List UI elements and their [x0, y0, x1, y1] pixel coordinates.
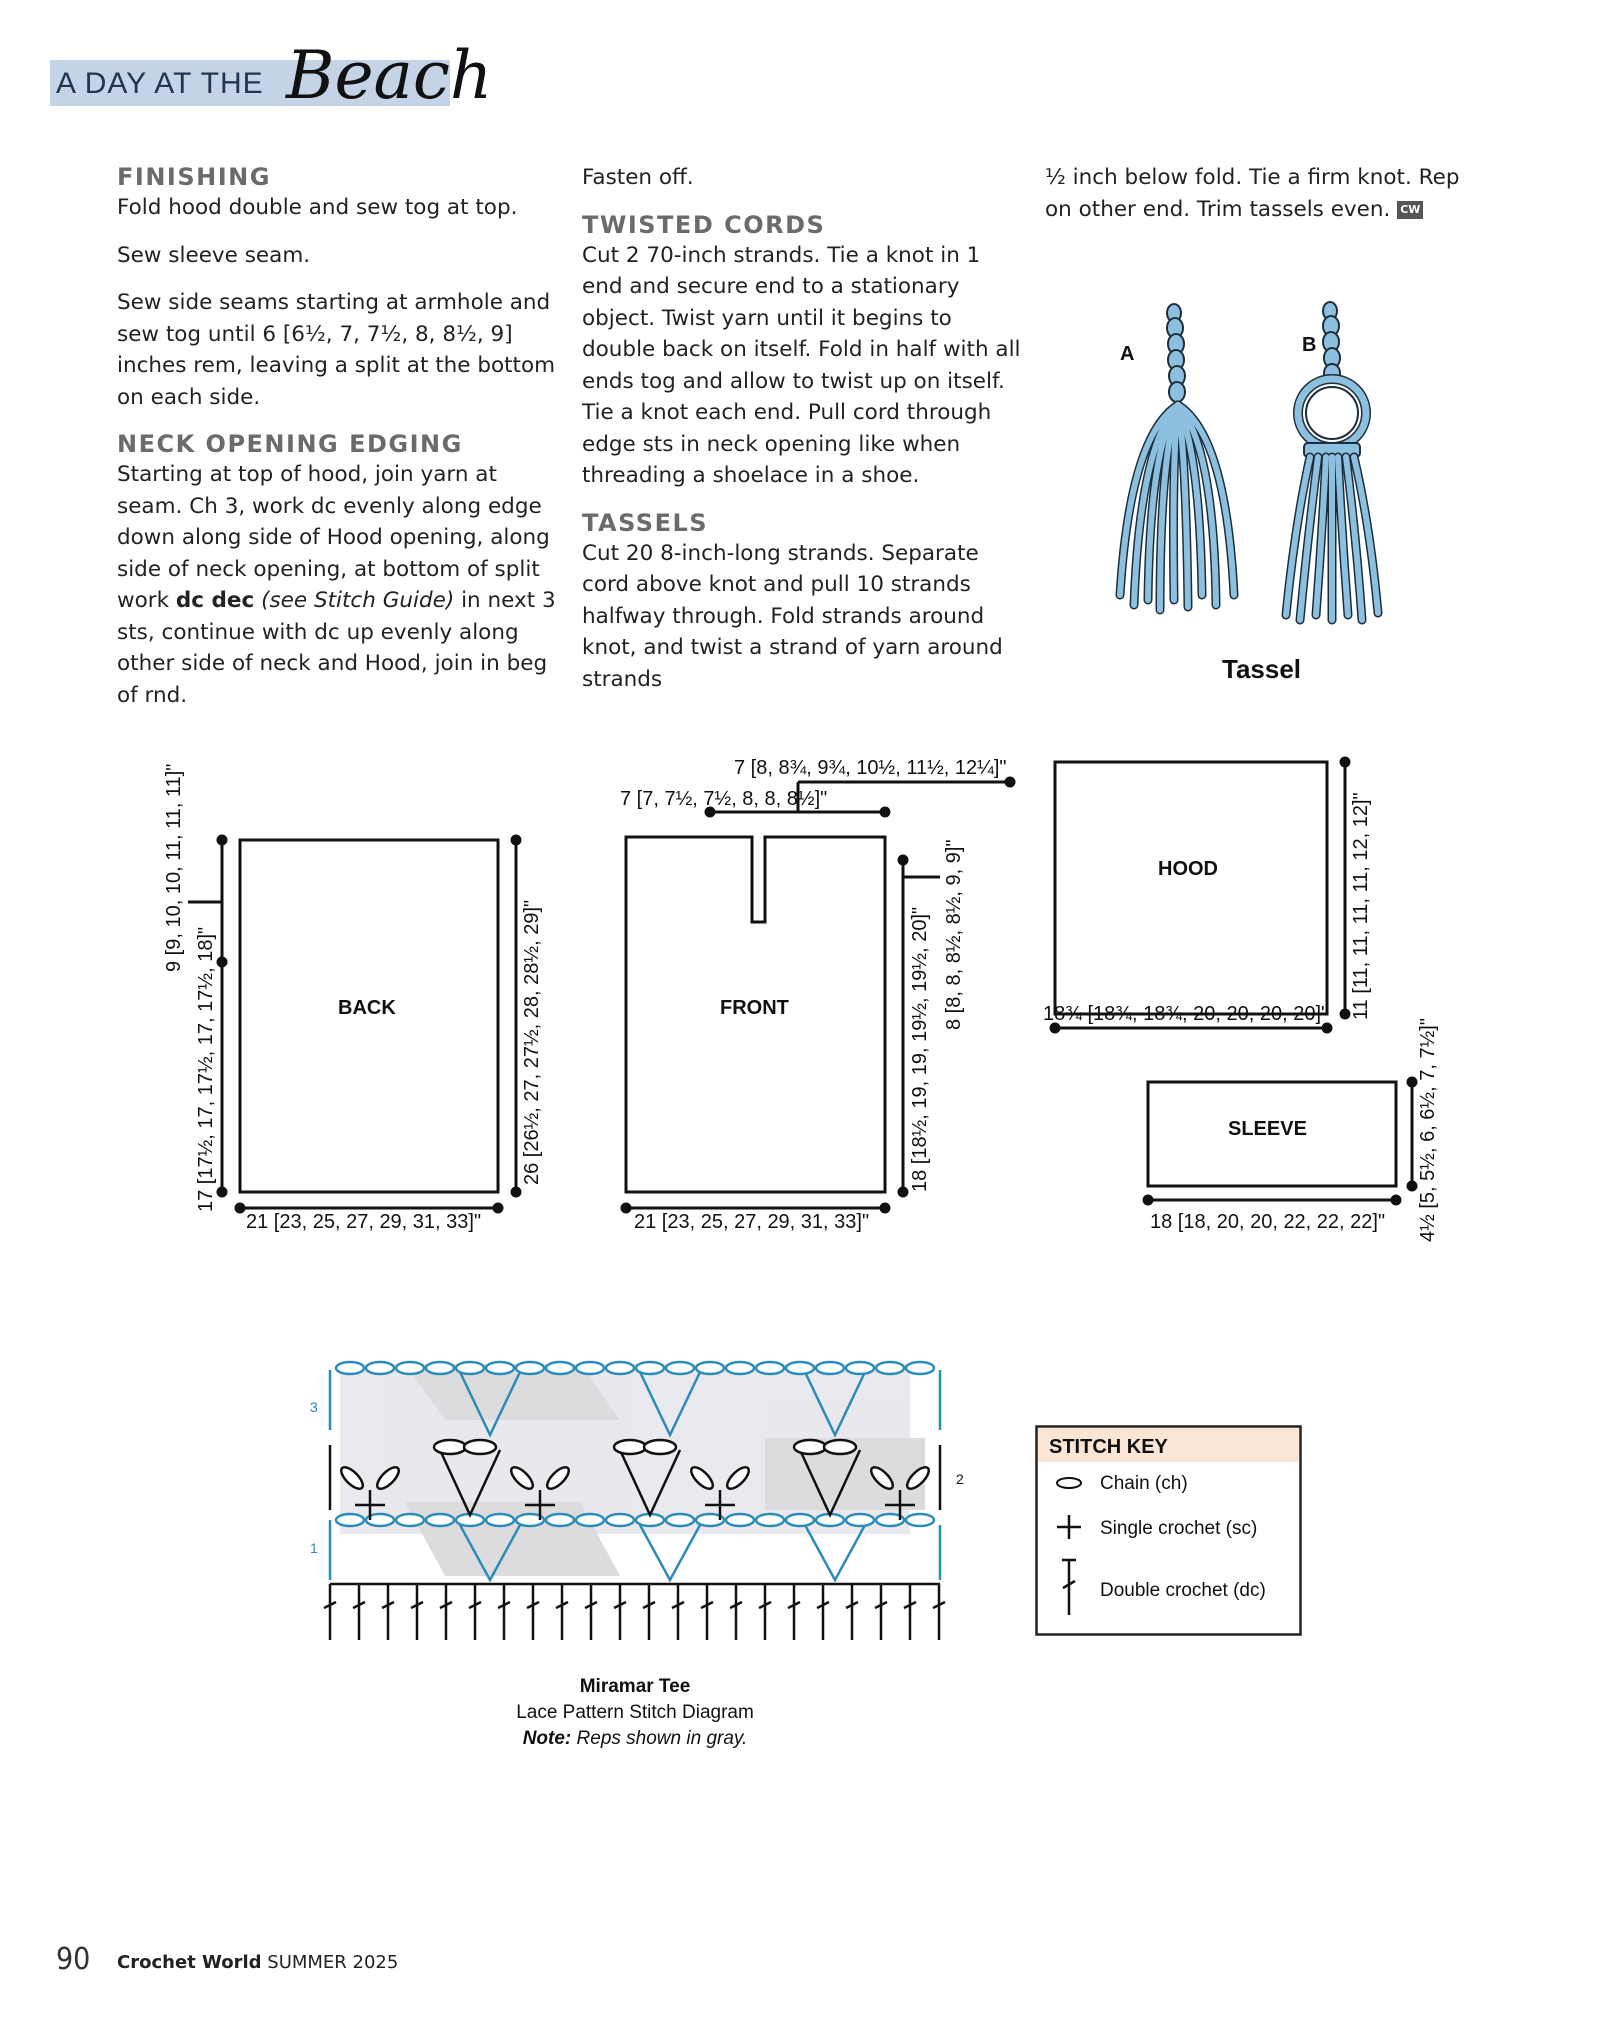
finishing-paragraph-2: Sew sleeve seam. — [117, 242, 311, 268]
header-prefix: A DAY AT THE — [56, 67, 264, 100]
stitch-key-chain: Chain (ch) — [1100, 1473, 1188, 1494]
back-length-dim: 26 [26½, 27, 27½, 28, 28½, 29]" — [521, 899, 543, 1185]
tassel-b — [1286, 302, 1378, 620]
stitch-key — [1035, 1425, 1305, 1645]
finishing-paragraph-1: Fold hood double and sew tog at top. — [117, 195, 518, 220]
front-top-outer-dim: 7 [8, 8¾, 9¾, 10½, 11½, 12¼]" — [734, 757, 1007, 779]
stitch-key-sc: Single crochet (sc) — [1100, 1518, 1258, 1539]
hood-label: HOOD — [1158, 858, 1218, 880]
neck-opening-heading: NECK OPENING EDGING — [117, 430, 463, 458]
back-label: BACK — [338, 997, 396, 1019]
sleeve-height-dim: 4½ [5, 5½, 6, 6½, 7, 7½]" — [1417, 1018, 1439, 1242]
page-number: 90 — [56, 1942, 91, 1977]
row-label-1: 1 — [310, 1540, 318, 1556]
tassel-label-a: A — [1120, 343, 1135, 365]
column-3 — [1045, 162, 1485, 241]
foundation-row — [324, 1584, 945, 1640]
cw-end-badge: CW — [1397, 201, 1423, 219]
hood-panel — [1055, 762, 1327, 1014]
twisted-cords-paragraph: Cut 2 70-inch strands. Tie a knot in 1 end and secure end to a stationary object. Twist yarn until it begins to double back on itself. Fold in half with all ends tog and allow to twist up on itself. Tie a knot each end. Pull cord through edge sts in neck opening like when threading a shoelace in a shoe. — [582, 242, 1021, 488]
footer-magazine — [117, 1952, 398, 1973]
note-label: Note: — [522, 1728, 572, 1749]
stitch-diagram — [300, 1350, 980, 1770]
front-width-dim: 21 [23, 25, 27, 29, 31, 33]" — [634, 1211, 870, 1233]
neck-text-a: Starting at top of hood, join yarn at seam. Ch 3, work dc evenly along edge down along side of Hood opening, along side of neck opening, at bottom of split work — [117, 462, 550, 613]
neck-opening-paragraph — [117, 459, 557, 711]
sleeve-width-dim: 18 [18, 20, 20, 22, 22, 22]" — [1150, 1211, 1386, 1233]
note-text: Reps shown in gray. — [571, 1728, 748, 1749]
back-width-dim: 21 [23, 25, 27, 29, 31, 33]" — [246, 1211, 482, 1233]
tassel-a — [1120, 304, 1234, 610]
twisted-cords-heading: TWISTED CORDS — [582, 210, 826, 239]
neck-text-bold: dc dec — [175, 588, 255, 613]
tassel-caption: Tassel — [1222, 654, 1302, 684]
sleeve-label: SLEEVE — [1228, 1118, 1307, 1140]
hood-width-dim: 18¾ [18¾, 18¾, 20, 20, 20, 20]" — [1043, 1003, 1329, 1025]
finishing-heading: FINISHING — [117, 163, 271, 191]
diagram-note — [523, 1728, 748, 1749]
finishing-paragraph-3: Sew side seams starting at armhole and sew tog until 6 [6½, 7, 7½, 8, 8½, 9] inches rem, leaving a split at the bottom on each side. — [117, 290, 556, 410]
row-label-2: 2 — [956, 1471, 964, 1487]
repeat-shading — [340, 1364, 925, 1576]
row-label-3: 3 — [310, 1399, 318, 1415]
stitch-key-dc: Double crochet (dc) — [1100, 1580, 1266, 1601]
header-script-title: Beach — [286, 37, 493, 114]
issue-name: SUMMER 2025 — [267, 1952, 399, 1973]
neck-text-italic: (see Stitch Guide) — [261, 588, 455, 613]
front-side-dim: 18 [18½, 19, 19, 19½, 19½, 20]" — [909, 906, 931, 1192]
garment-schematics — [0, 730, 1600, 1270]
diagram-caption-title: Miramar Tee — [579, 1676, 691, 1697]
fasten-off-text: Fasten off. — [582, 165, 694, 190]
diagram-caption-sub: Lace Pattern Stitch Diagram — [516, 1702, 754, 1723]
back-armhole-dim: 9 [9, 10, 10, 11, 11, 11]" — [163, 763, 185, 972]
tassel-illustration — [1090, 295, 1450, 695]
column-2 — [582, 162, 1022, 711]
stitch-key-title: STITCH KEY — [1049, 1436, 1168, 1458]
hood-height-dim: 11 [11, 11, 11, 11, 12, 12]" — [1350, 792, 1372, 1020]
front-label: FRONT — [720, 997, 789, 1019]
tassel-continued-text: ½ inch below fold. Tie a firm knot. Rep on other end. Trim tassels even. — [1045, 165, 1460, 222]
back-side-dim: 17 [17½, 17, 17½, 17, 17½, 18]" — [195, 926, 217, 1212]
neck-text-b: in next 3 sts, continue with dc up evenly along other side of neck and Hood, join in beg of rnd. — [117, 588, 556, 708]
front-top-inner-dim: 7 [7, 7½, 7½, 8, 8, 8½]" — [620, 788, 828, 810]
tassels-heading: TASSELS — [582, 508, 709, 537]
tassel-continued-paragraph — [1045, 162, 1485, 225]
front-armhole-dim: 8 [8, 8, 8½, 8½, 9, 9]" — [943, 839, 965, 1030]
magazine-name: Crochet World — [117, 1952, 262, 1973]
column-1 — [117, 162, 557, 727]
tassel-label-b: B — [1302, 334, 1317, 356]
tassels-paragraph: Cut 20 8-inch-long strands. Separate cord above knot and pull 10 strands halfway through. Fold strands around knot, and twist a strand of yarn around strands — [582, 540, 1003, 692]
